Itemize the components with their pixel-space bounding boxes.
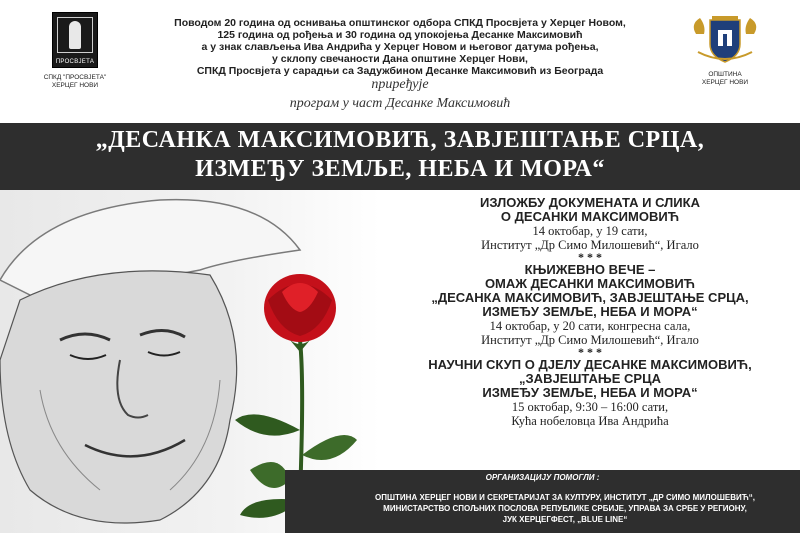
sponsors-line: ЈУК ХЕРЦЕГФЕСТ, „BLUE LINE“ (502, 515, 628, 524)
left-caption-line2: ХЕРЦЕГ НОВИ (51, 82, 99, 89)
event2-title-line1: КЊИЖЕВНО ВЕЧЕ – (524, 262, 656, 277)
event2-date: 14 октобар, у 20 сати, конгресна сала, (489, 319, 691, 333)
intro-line: у склопу свечаности Дана општине Херцег Нови, (272, 53, 528, 65)
leaf-icon (250, 462, 290, 488)
event3-venue: Кућа нобеловца Ива Андрића (511, 414, 669, 428)
sponsors-line: ОПШТИНА ХЕРЦЕГ НОВИ И СЕКРЕТАРИЈАТ ЗА КУЛТУРУ, ИНСТИТУТ „ДР СИМО МИЛОШЕВИЋ“, (375, 493, 755, 502)
events-list (380, 196, 800, 428)
sponsors-list (345, 492, 785, 525)
left-caption-line1: СПКД "ПРОСВЈЕТА" (43, 74, 107, 81)
event3-title-line3: ИЗМЕЂУ ЗЕМЉЕ, НЕБА И МОРА“ (482, 385, 698, 400)
event2-venue: Институт „Др Симо Милошевић“, Игало (481, 333, 699, 347)
program-text: програм у част Десанке Максимовић (289, 96, 511, 111)
event1-venue: Институт „Др Симо Милошевић“, Игало (481, 238, 699, 252)
intro-line: 125 година од рођења и 30 година од упокојења Десанке Максимовић (217, 29, 583, 41)
left-logo-caption (30, 74, 120, 90)
event2-title-line4: ИЗМЕЂУ ЗЕМЉЕ, НЕБА И МОРА“ (482, 304, 698, 319)
presents-text: приређује (371, 77, 429, 92)
intro-line: СПКД Просвјета у сарадњи са Задужбином Десанке Максимовић из Београда (196, 65, 604, 77)
figure-icon (69, 21, 81, 49)
event3-title-line1: НАУЧНИ СКУП О ДЈЕЛУ ДЕСАНКЕ МАКСИМОВИЋ, (428, 357, 752, 372)
rose-icon (264, 274, 336, 352)
sponsors-line: МИНИСТАРСТВО СПОЉНИХ ПОСЛОВА РЕПУБЛИКЕ СРБИЈЕ, УПРАВА ЗА СРБЕ У РЕГИОНУ, (383, 504, 747, 513)
event1-title-line2: О ДЕСАНКИ МАКСИМОВИЋ (500, 209, 680, 224)
right-caption-line1: ОПШТИНА (708, 71, 742, 78)
event3-date: 15 октобар, 9:30 – 16:00 сати, (511, 400, 669, 414)
separator-stars: * * * (578, 250, 602, 264)
event1-title-line1: ИЗЛОЖБУ ДОКУМЕНАТА И СЛИКА (480, 195, 700, 210)
event1-date: 14 октобар, у 19 сати, (532, 224, 648, 238)
logo-word: ПРОСВЈЕТА (55, 59, 95, 65)
separator-stars: * * * (578, 345, 602, 359)
intro-text (150, 17, 650, 77)
prosvjeta-logo (52, 12, 98, 68)
event2-title-line2: ОМАЖ ДЕСАНКИ МАКСИМОВИЋ (484, 276, 696, 291)
intro-line: а у знак слављења Ива Андрића у Херцег Новом и његовог датума рођења, (201, 41, 599, 53)
right-logo-caption (680, 71, 770, 87)
main-title-line2: ИЗМЕЂУ ЗЕМЉЕ, НЕБА И МОРА“ (195, 156, 605, 182)
sponsors-heading: ОРГАНИЗАЦИЈУ ПОМОГЛИ : (485, 473, 600, 482)
intro-line: Поводом 20 година од оснивања општинског одбора СПКД Просвјета у Херцег Новом, (174, 17, 626, 29)
right-caption-line2: ХЕРЦЕГ НОВИ (701, 79, 749, 86)
main-title-line1: „ДЕСАНКА МАКСИМОВИЋ, ЗАВЈЕШТАЊЕ СРЦА, (95, 127, 705, 153)
event2-title-line3: „ДЕСАНКА МАКСИМОВИЋ, ЗАВЈЕШТАЊЕ СРЦА, (431, 290, 749, 305)
municipality-crest-icon (688, 12, 762, 64)
event3-title-line2: „ЗАВЈЕШТАЊЕ СРЦА (519, 371, 661, 386)
